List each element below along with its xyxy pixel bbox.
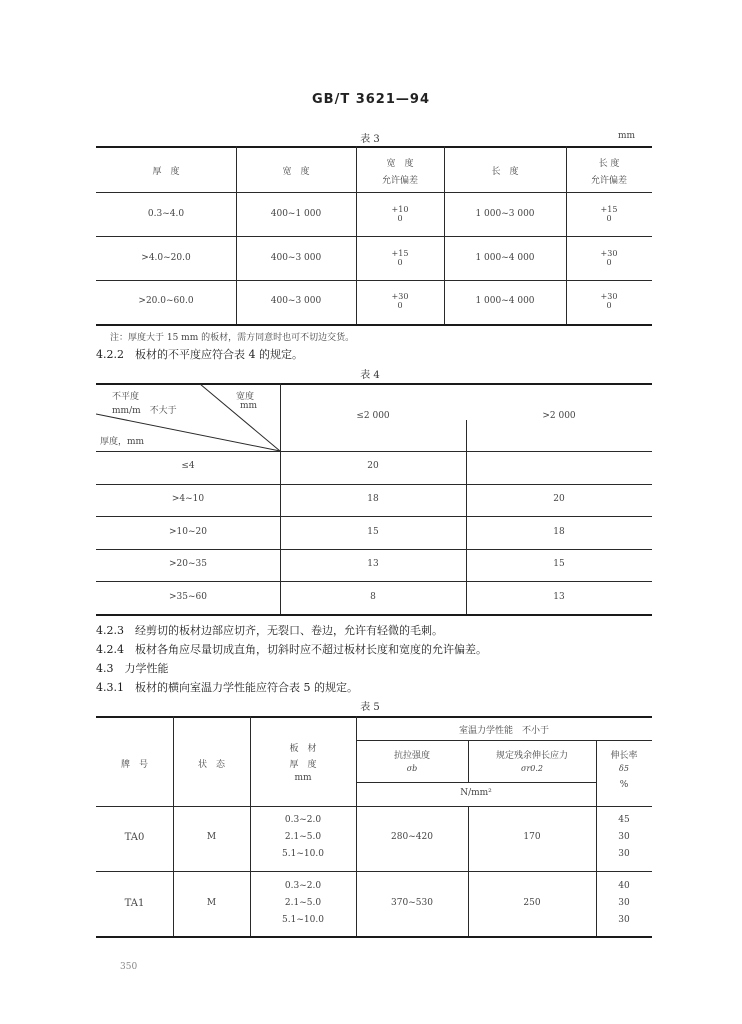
table3-h-length: 长 度 [491, 167, 519, 177]
table4-cell: 20 [553, 494, 565, 504]
table5-bottom-rule [96, 936, 652, 938]
table5-elong: 30 [618, 832, 630, 842]
table5-header-rule [96, 806, 652, 807]
table4-diag-right-2: mm [240, 401, 258, 411]
table5-yield: 170 [523, 832, 541, 842]
table3-bottom-rule [96, 324, 652, 326]
table3-row-rule [96, 236, 652, 237]
table3-header-rule [96, 192, 652, 193]
table5-h-unit: N/mm² [460, 788, 492, 798]
table3-cell-thickness: >20.0~60.0 [138, 296, 194, 306]
table5-h-yield-sym: σr0.2 [520, 764, 543, 773]
table5-h-state: 状 态 [197, 760, 225, 770]
table5-elong: 30 [618, 849, 630, 859]
table5-thick: 5.1~10.0 [282, 915, 324, 925]
tol-upper: +15 [391, 248, 409, 258]
table3-cell-width: 400~3 000 [270, 253, 322, 263]
table5-h-grade: 牌 号 [120, 760, 148, 770]
tol-lower: 0 [606, 213, 612, 223]
table3-cell-thickness: >4.0~20.0 [141, 253, 191, 263]
tol-upper: +30 [600, 291, 618, 301]
table4-row-rule [96, 484, 652, 485]
table5-h-tensile-sym: σb [406, 764, 418, 773]
table3-h-length-tol-1: 长 度 [598, 159, 620, 169]
table3-caption: 表 3 [360, 134, 380, 145]
table4-row-label: >20~35 [169, 559, 207, 569]
table5-state: M [206, 898, 217, 908]
table5-h-elong: 伸长率 [610, 751, 638, 761]
table4-col-rule [466, 420, 467, 614]
table5-elong: 45 [618, 815, 630, 825]
table3-cell-width-tol [356, 203, 444, 223]
table5-group-sep-rule [96, 871, 652, 872]
table4-diag-top-1: 不平度 [112, 392, 140, 402]
table4-diag-bottom: 厚度，mm [100, 437, 145, 447]
table3-cell-width-tol [356, 247, 444, 267]
table5-tensile: 370~530 [391, 898, 433, 908]
table3-h-width-tol-1: 宽 度 [386, 159, 414, 169]
tol-upper: +10 [391, 204, 409, 214]
table3-h-width-tol-2: 允许偏差 [381, 176, 418, 186]
table4-cell: 13 [367, 559, 379, 569]
table4-cell: 20 [367, 461, 379, 471]
tol-lower: 0 [397, 300, 403, 310]
table4-caption: 表 4 [360, 370, 380, 381]
table5-h-group: 室温力学性能 不小于 [458, 726, 549, 736]
para-4-2-3: 4.2.3 经剪切的板材边部应切齐，无裂口、卷边，允许有轻微的毛刺。 [96, 624, 443, 637]
table3-cell-length-tol [566, 247, 652, 267]
table5-elong: 40 [618, 881, 630, 891]
table5-group-rule [356, 740, 652, 741]
table5-h-thick-3: mm [294, 773, 312, 783]
table4-cell: 15 [367, 527, 379, 537]
table4-col1-header: ≤2 000 [356, 411, 390, 421]
table5-h-thick-2: 厚 度 [289, 760, 317, 770]
table5-unit-rule [356, 782, 596, 783]
table4-col2-header: >2 000 [542, 411, 576, 421]
table4-cell: 18 [367, 494, 379, 504]
table5-thick: 5.1~10.0 [282, 849, 324, 859]
page-number: 350 [120, 962, 138, 972]
table5-h-tensile: 抗拉强度 [393, 751, 430, 761]
table5-top-rule [96, 716, 652, 718]
table3-cell-length: 1 000~4 000 [475, 253, 535, 263]
tol-lower: 0 [606, 300, 612, 310]
table3-cell-length-tol [566, 290, 652, 310]
table4-row-rule [96, 581, 652, 582]
table4-cell: 8 [370, 592, 376, 602]
table5-thick: 2.1~5.0 [284, 898, 322, 908]
table5-h-elong-sym: δ5 [619, 764, 629, 773]
para-4-2-4: 4.2.4 板材各角应尽量切成直角，切斜时应不超过板材长度和宽度的允许偏差。 [96, 643, 487, 656]
table5-thick: 0.3~2.0 [284, 815, 322, 825]
table5-elong: 30 [618, 915, 630, 925]
table5-col-rule [468, 740, 469, 782]
table4-row-label: >35~60 [169, 592, 207, 602]
table4-diag-right-1: 宽度 [236, 392, 255, 402]
table3-cell-thickness: 0.3~4.0 [147, 209, 185, 219]
table3-h-width: 宽 度 [282, 167, 310, 177]
table4-row-label: >4~10 [171, 494, 205, 504]
tol-lower: 0 [606, 257, 612, 267]
table3-cell-length: 1 000~4 000 [475, 296, 535, 306]
table5-h-thick-1: 板 材 [289, 744, 317, 754]
table5-col-rule [468, 806, 469, 936]
table4-row-label: >10~20 [169, 527, 207, 537]
table5-thick: 0.3~2.0 [284, 881, 322, 891]
table4-diag-top-2: mm/m 不大于 [112, 406, 177, 416]
tol-lower: 0 [397, 213, 403, 223]
table5-elong: 30 [618, 898, 630, 908]
table4-cell: 18 [553, 527, 565, 537]
table4-row-label: ≤4 [181, 461, 195, 471]
tol-upper: +30 [391, 291, 409, 301]
table5-tensile: 280~420 [391, 832, 433, 842]
tol-lower: 0 [397, 257, 403, 267]
table5-thick: 2.1~5.0 [284, 832, 322, 842]
table3-top-rule [96, 146, 652, 148]
table5-h-yield: 规定残余伸长应力 [495, 751, 568, 761]
table5-grade: TA0 [124, 832, 145, 843]
table3-cell-length: 1 000~3 000 [475, 209, 535, 219]
table4-cell: 15 [553, 559, 565, 569]
table5-state: M [206, 832, 217, 842]
para-4-3-1: 4.3.1 板材的横向室温力学性能应符合表 5 的规定。 [96, 681, 358, 694]
tol-upper: +30 [600, 248, 618, 258]
table4-row-rule [96, 549, 652, 550]
table4-row-rule [96, 516, 652, 517]
table3-cell-width-tol [356, 290, 444, 310]
table3-h-length-tol-2: 允许偏差 [590, 176, 627, 186]
table4-cell: 13 [553, 592, 565, 602]
table3-cell-length-tol [566, 203, 652, 223]
table4-bottom-rule [96, 614, 652, 616]
table3-cell-width: 400~1 000 [270, 209, 322, 219]
table3-note: 注：厚度大于 15 mm 的板材，需方同意时也可不切边交货。 [110, 333, 355, 343]
table3-row-rule [96, 280, 652, 281]
table3-unit: mm [618, 131, 636, 141]
page-header: GB/T 3621—94 [312, 92, 430, 107]
table5-grade: TA1 [124, 898, 145, 909]
table5-h-elong-unit: % [619, 780, 629, 790]
para-4-2-2: 4.2.2 板材的不平度应符合表 4 的规定。 [96, 348, 303, 361]
table3-h-thickness: 厚 度 [152, 167, 180, 177]
tol-upper: +15 [600, 204, 618, 214]
table5-yield: 250 [523, 898, 541, 908]
table5-caption: 表 5 [360, 702, 380, 713]
table3-cell-width: 400~3 000 [270, 296, 322, 306]
para-4-3: 4.3 力学性能 [96, 662, 169, 675]
